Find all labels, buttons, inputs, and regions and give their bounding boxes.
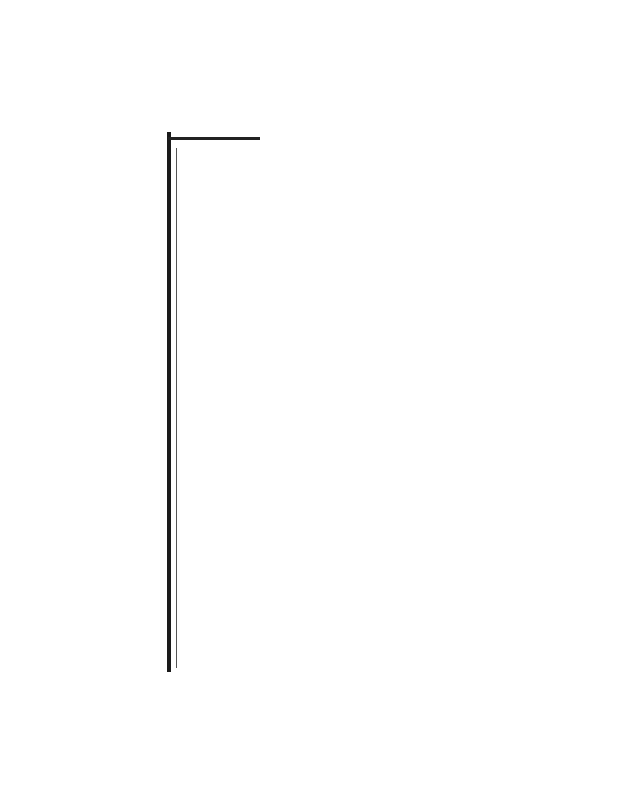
page-gutter-shadow (176, 148, 177, 668)
ornament-band (187, 146, 435, 176)
text-block (187, 140, 437, 185)
page-gutter-edge (167, 132, 171, 672)
ornament-fleuron-icon (187, 146, 435, 176)
